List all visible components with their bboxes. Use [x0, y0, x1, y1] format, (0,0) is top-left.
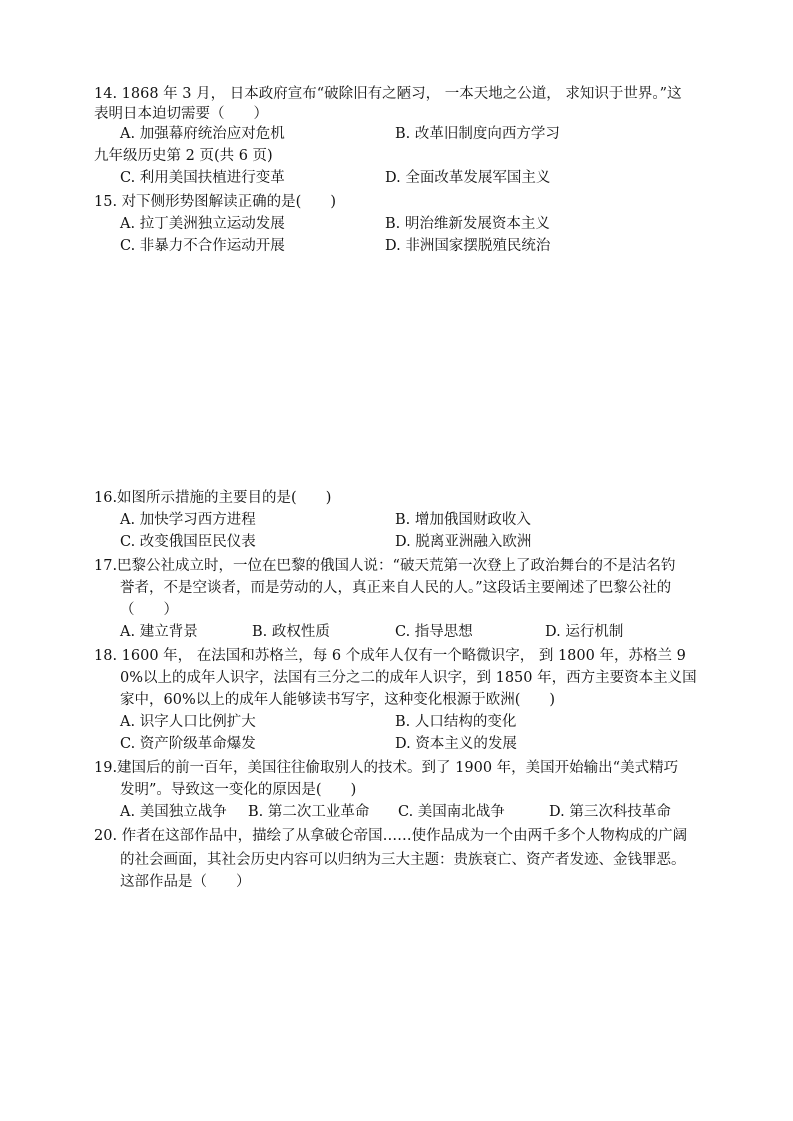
- q17-option-c[interactable]: C. 指导思想: [395, 624, 473, 640]
- q14-stem-line1: 14. 1868 年 3 月， 日本政府宣布“破除旧有之陋习， 一本天地之公道， 求知识于世界。”这: [94, 86, 682, 102]
- q15-option-b[interactable]: B. 明治维新发展资本主义: [385, 216, 550, 232]
- q19-option-b[interactable]: B. 第二次工业革命: [248, 804, 370, 820]
- q20-stem-line2: 的社会画面，其社会历史内容可以归纳为三大主题：贵族衰亡、资产者发迹、金钱罪恶。: [120, 852, 686, 868]
- q16-option-c[interactable]: C. 改变俄国臣民仪表: [120, 534, 256, 550]
- q15-option-a[interactable]: A. 拉丁美洲独立运动发展: [120, 216, 285, 232]
- q17-option-d[interactable]: D. 运行机制: [545, 624, 624, 640]
- q14-option-a[interactable]: A. 加强幕府统治应对危机: [120, 126, 285, 142]
- q19-stem-line1: 19.建国后的前一百年，美国往往偷取别人的技术。到了 1900 年，美国开始输出“美式精巧: [94, 760, 679, 776]
- q19-option-d[interactable]: D. 第三次科技革命: [549, 804, 671, 820]
- q14-option-d[interactable]: D. 全面改革发展军国主义: [385, 170, 551, 186]
- q15-option-d[interactable]: D. 非洲国家摆脱殖民统治: [385, 238, 551, 254]
- q18-option-b[interactable]: B. 人口结构的变化: [395, 714, 517, 730]
- q14-stem-line2: 表明日本迫切需要（ ）: [94, 106, 268, 122]
- q18-option-d[interactable]: D. 资本主义的发展: [395, 736, 517, 752]
- q17-option-a[interactable]: A. 建立背景: [120, 624, 198, 640]
- q17-stem-line1: 17.巴黎公社成立时，一位在巴黎的俄国人说：“破天荒第一次登上了政治舞台的不是沽名钓: [94, 558, 676, 574]
- q18-option-a[interactable]: A. 识字人口比例扩大: [120, 714, 256, 730]
- figure-placeholder: [94, 262, 700, 484]
- q16-option-b[interactable]: B. 增加俄国财政收入: [395, 512, 531, 528]
- q16-option-d[interactable]: D. 脱离亚洲融入欧洲: [395, 534, 532, 550]
- q18-stem-line3: 家中，60%以上的成年人能够读书写字，这种变化根源于欧洲( ): [120, 692, 556, 708]
- q19-option-a[interactable]: A. 美国独立战争: [120, 804, 227, 820]
- q16-stem: 16.如图所示措施的主要目的是( ): [94, 490, 332, 506]
- page-footer-label: 九年级历史第 2 页(共 6 页): [94, 148, 273, 164]
- q16-option-a[interactable]: A. 加快学习西方进程: [120, 512, 256, 528]
- q15-option-c[interactable]: C. 非暴力不合作运动开展: [120, 238, 285, 254]
- q17-option-b[interactable]: B. 政权性质: [252, 624, 330, 640]
- q15-stem: 15. 对下侧形势图解读正确的是( ): [94, 194, 336, 210]
- q14-option-c[interactable]: C. 利用美国扶植进行变革: [120, 170, 285, 186]
- q14-option-b[interactable]: B. 改革旧制度向西方学习: [395, 126, 560, 142]
- q18-option-c[interactable]: C. 资产阶级革命爆发: [120, 736, 256, 752]
- q19-option-c[interactable]: C. 美国南北战争: [398, 804, 505, 820]
- q20-stem-line3: 这部作品是（ ）: [120, 874, 251, 890]
- q17-stem-line3: （ ）: [120, 602, 178, 618]
- q18-stem-line1: 18. 1600 年， 在法国和苏格兰，每 6 个成年人仅有一个略微识字， 到 1800 年，苏格兰 9: [94, 648, 686, 664]
- q17-stem-line2: 誉者，不是空谈者，而是劳动的人，真正来自人民的人。”这段话主要阐述了巴黎公社的: [120, 580, 672, 596]
- q19-stem-line2: 发明”。导致这一变化的原因是( ): [120, 782, 357, 798]
- q20-stem-line1: 20. 作者在这部作品中，描绘了从拿破仑帝国……使作品成为一个由两千多个人物构成的广阔: [94, 828, 688, 844]
- q18-stem-line2: 0%以上的成年人识字，法国有三分之二的成年人识字，到 1850 年，西方主要资本主义国: [120, 670, 697, 686]
